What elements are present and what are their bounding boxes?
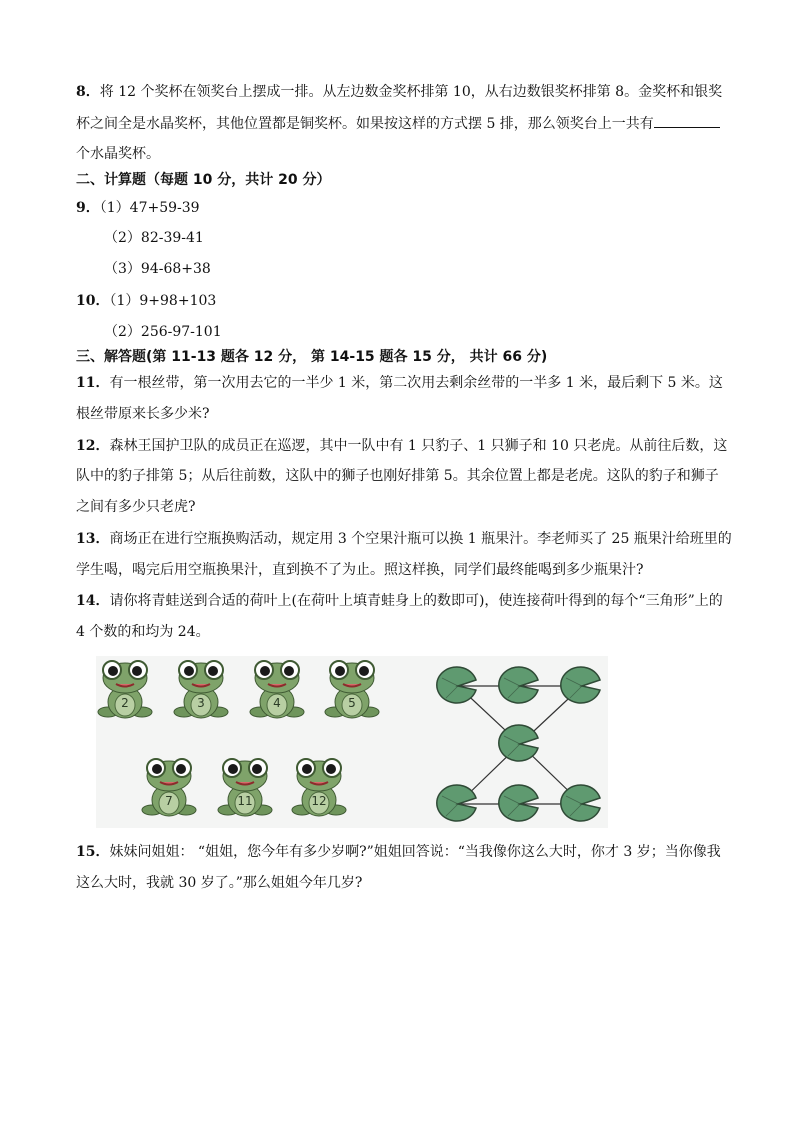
q13-line1: 13．商场正在进行空瓶换购活动，规定用 3 个空果汁瓶可以换 1 瓶果汁。李老师买了 25 瓶果汁给班里的 bbox=[76, 531, 732, 547]
q9-item3: （3）94-68+38 bbox=[104, 261, 211, 277]
q14-line2: 4 个数的和均为 24。 bbox=[76, 624, 210, 640]
frog-2[interactable] bbox=[96, 658, 154, 722]
q13-line2: 学生喝，喝完后用空瓶换果汁，直到换不了为止。照这样换，同学们最终能喝到多少瓶果汁? bbox=[76, 562, 644, 578]
frog-number: 4 bbox=[273, 696, 281, 710]
q15-line2: 这么大时，我就 30 岁了。”那么姐姐今年几岁? bbox=[76, 875, 363, 891]
frog-number: 5 bbox=[348, 696, 356, 710]
q12-line3: 之间有多少只老虎? bbox=[76, 499, 196, 515]
frog-icon bbox=[216, 756, 274, 820]
q11-line2: 根丝带原来长多少米? bbox=[76, 406, 210, 422]
frog-icon bbox=[140, 756, 198, 820]
frog-7[interactable] bbox=[140, 756, 198, 820]
frog-icon bbox=[172, 658, 230, 722]
frog-number: 7 bbox=[165, 794, 173, 808]
q8-line2: 杯之间全是水晶奖杯，其他位置都是铜奖杯。如果按这样的方式摆 5 排，那么领奖台上一共有 bbox=[76, 113, 754, 134]
frog-icon bbox=[248, 658, 306, 722]
q8-line3: 个水晶奖杯。 bbox=[76, 146, 160, 162]
frog-icon bbox=[96, 658, 154, 722]
frog-number: 12 bbox=[311, 794, 327, 808]
answer-blank[interactable] bbox=[654, 113, 720, 128]
frog-12[interactable] bbox=[290, 756, 348, 820]
q10-item1: 10．（1）9+98+103 bbox=[76, 293, 217, 309]
q14-line1: 14．请你将青蛙送到合适的荷叶上(在荷叶上填青蛙身上的数即可)，使连接荷叶得到的每个“三角形”上的 bbox=[76, 593, 723, 609]
q9-item1: 9．（1）47+59-39 bbox=[76, 200, 200, 216]
q12-line1: 12．森林王国护卫队的成员正在巡逻，其中一队中有 1 只豹子、1 只狮子和 10 只老虎。从前往后数，这 bbox=[76, 438, 728, 454]
q9-item2: （2）82-39-41 bbox=[104, 230, 204, 246]
frog-3[interactable] bbox=[172, 658, 230, 722]
frog-icon bbox=[323, 658, 381, 722]
lily-pad-diagram bbox=[436, 660, 604, 830]
frog-number: 3 bbox=[197, 696, 205, 710]
section2-heading: 二、计算题（每题 10 分，共计 20 分） bbox=[76, 172, 331, 188]
frog-number: 11 bbox=[237, 794, 253, 808]
frog-4[interactable] bbox=[248, 658, 306, 722]
q15-line1: 15．妹妹问姐姐： “姐姐，您今年有多少岁啊?”姐姐回答说：“当我像你这么大时，你才 3 岁；当你像我 bbox=[76, 844, 721, 860]
frog-11[interactable] bbox=[216, 756, 274, 820]
frog-number: 2 bbox=[121, 696, 129, 710]
q10-item2: （2）256-97-101 bbox=[104, 324, 222, 340]
q8-line1: 8．将 12 个奖杯在领奖台上摆成一排。从左边数金奖杯排第 10，从右边数银奖杯排第 8。金奖杯和银奖 bbox=[76, 84, 723, 100]
q11-line1: 11．有一根丝带，第一次用去它的一半少 1 米，第二次用去剩余丝带的一半多 1 米，最后剩下 5 米。这 bbox=[76, 375, 723, 391]
section3-heading: 三、解答题(第 11-13 题各 12 分， 第 14-15 题各 15 分， 共计 66 分) bbox=[76, 349, 548, 365]
q12-line2: 队中的豹子排第 5；从后往前数，这队中的狮子也刚好排第 5。其余位置上都是老虎。这队的豹子和狮子 bbox=[76, 468, 719, 484]
frog-5[interactable] bbox=[323, 658, 381, 722]
frog-icon bbox=[290, 756, 348, 820]
